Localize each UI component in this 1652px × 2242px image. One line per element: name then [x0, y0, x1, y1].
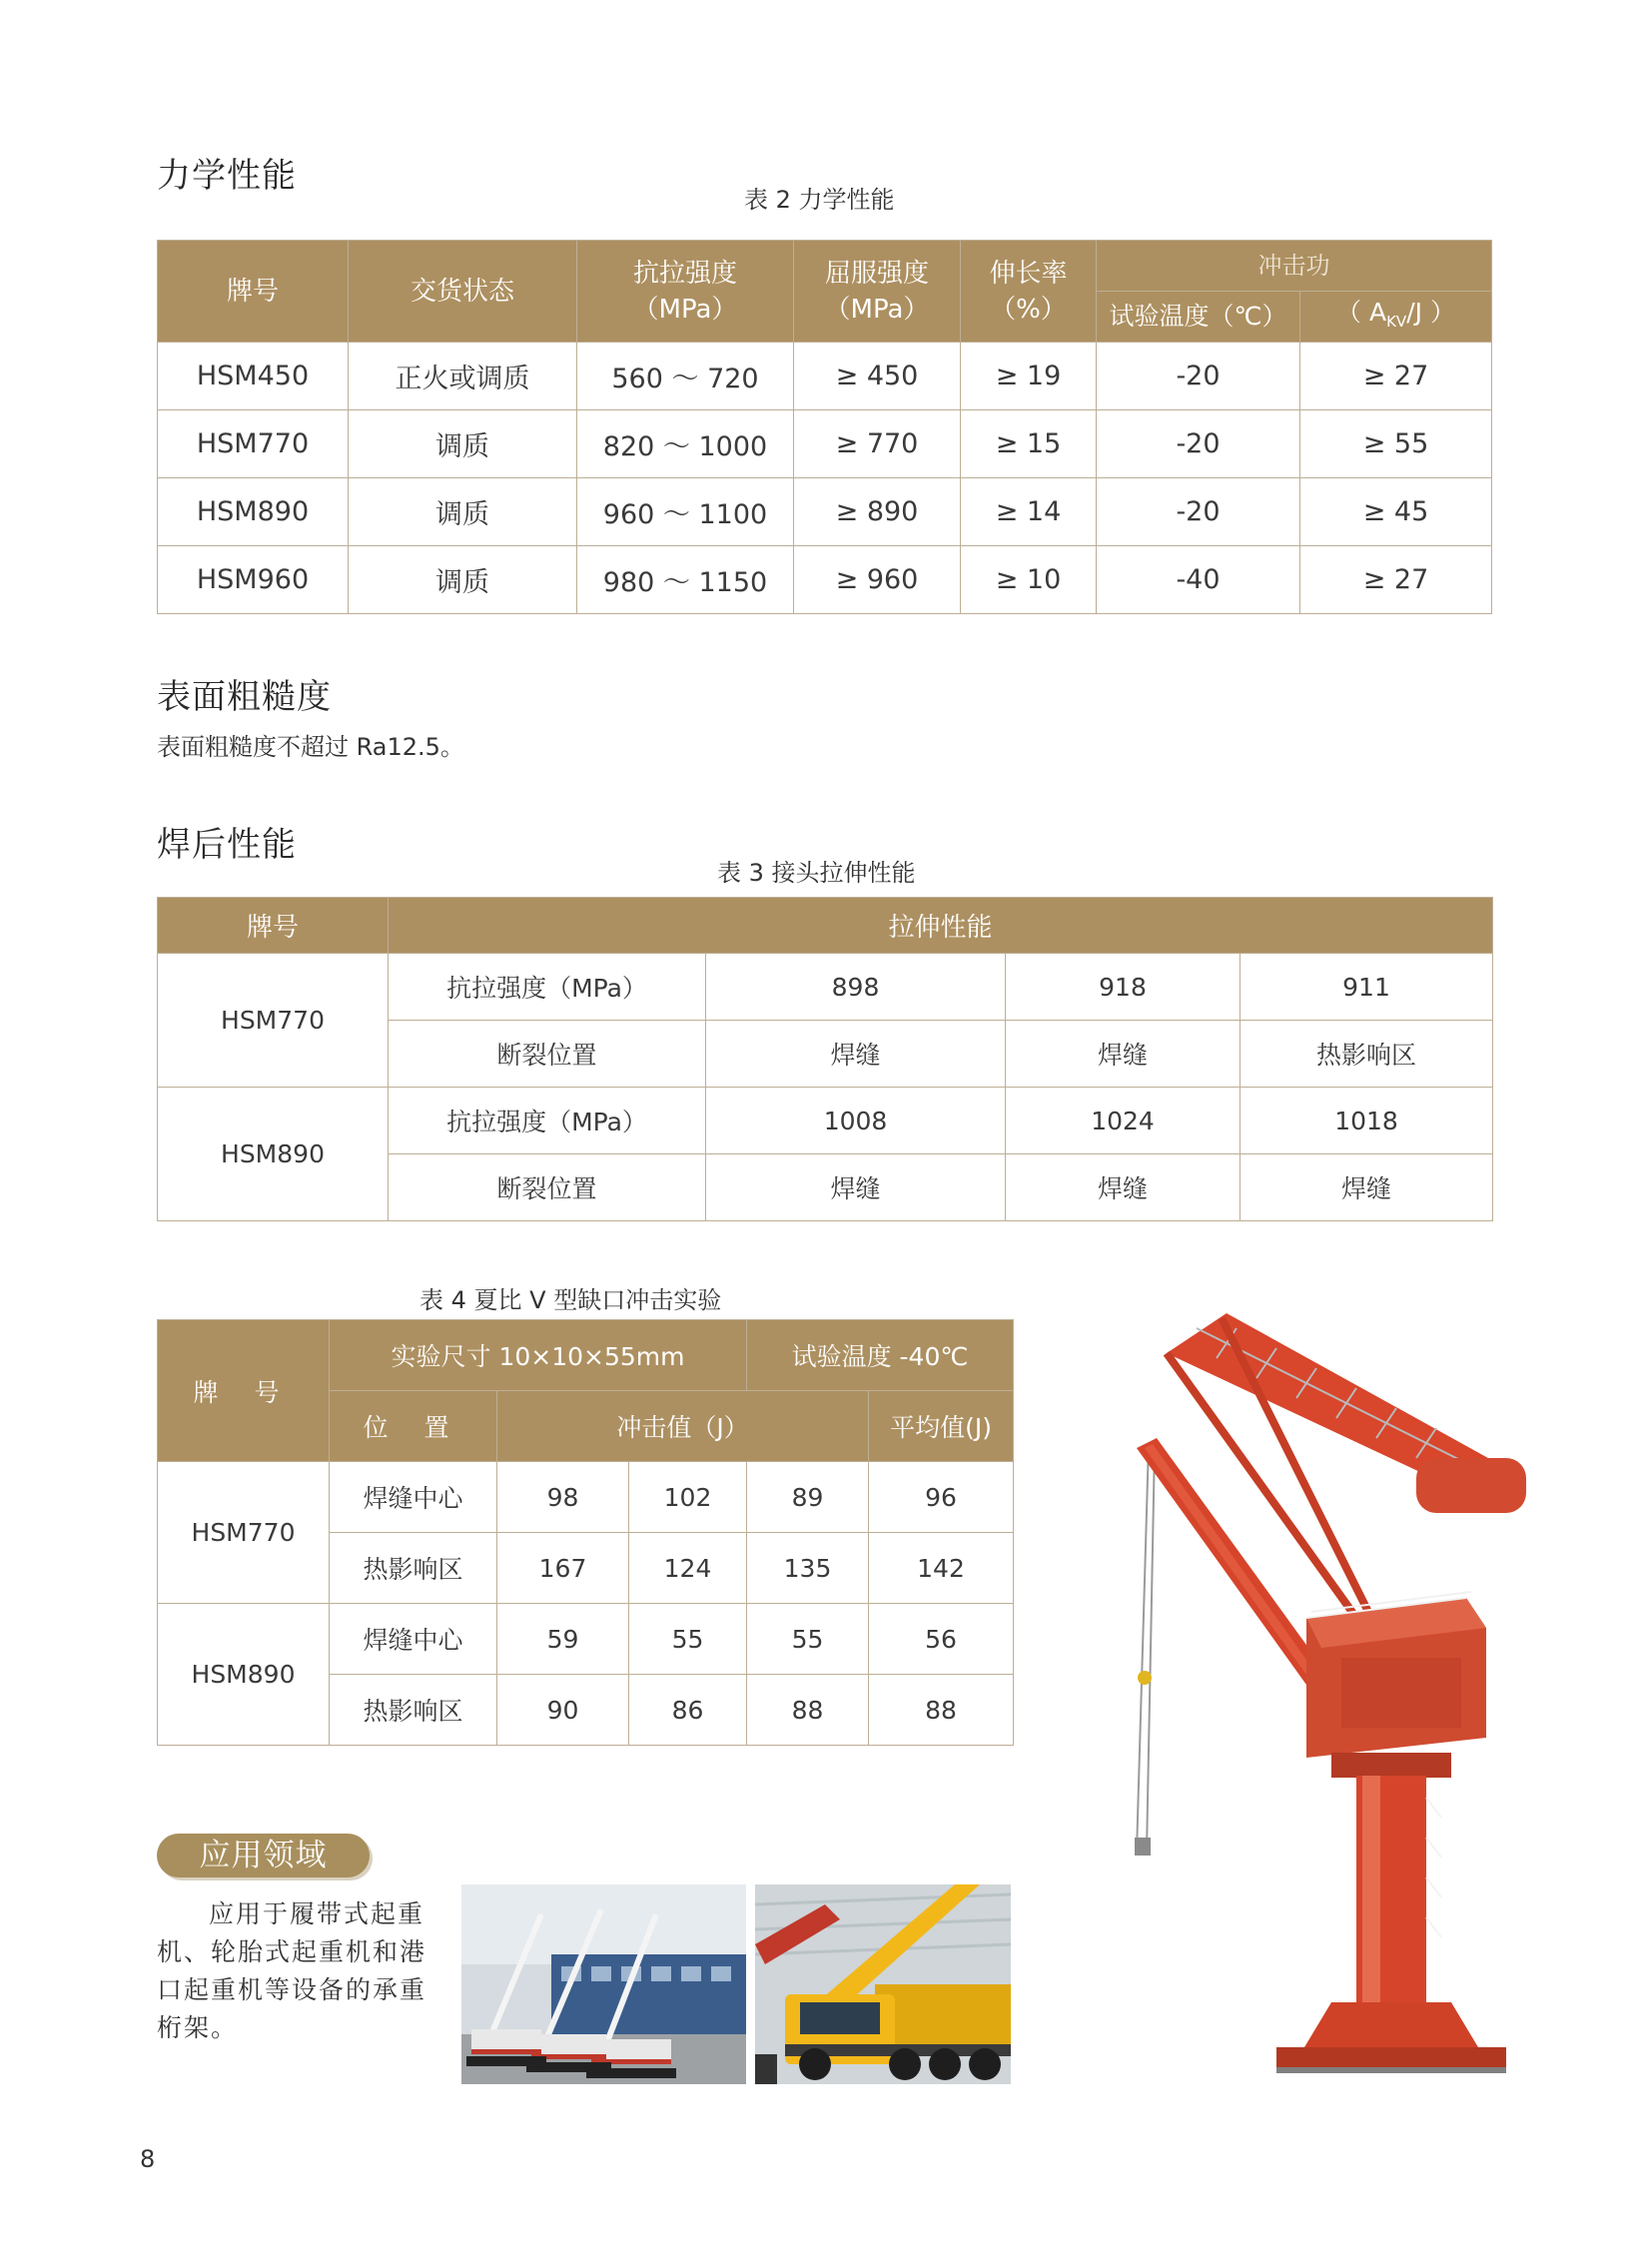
- th-test-temp: 试验温度（℃）: [1097, 292, 1300, 343]
- joint-tensile-table: [157, 897, 1493, 1221]
- application-heading-badge: 应用领域: [157, 1834, 370, 1877]
- section-heading-mechanical: 力学性能: [157, 156, 297, 196]
- table-row: 热影响区 167 124 135 142: [158, 1533, 1014, 1604]
- th-test-temp: 试验温度 -40℃: [747, 1320, 1014, 1391]
- table3-caption: 表 3 接头拉伸性能: [717, 859, 916, 887]
- table-row: HSM890 调质 960 ～ 1100 ≥ 890 ≥ 14 -20 ≥ 45: [158, 478, 1492, 546]
- port-crane-image: [1107, 1298, 1556, 2077]
- th-impact-value: 冲击值（J）: [497, 1391, 869, 1462]
- th-average: 平均值(J): [869, 1391, 1014, 1462]
- section-heading-weld: 焊后性能: [157, 825, 297, 865]
- table-row: HSM770 调质 820 ～ 1000 ≥ 770 ≥ 15 -20 ≥ 55: [158, 410, 1492, 478]
- charpy-impact-table: [157, 1319, 1014, 1746]
- table4-caption: 表 4 夏比 V 型缺口冲击实验: [419, 1286, 722, 1314]
- th-grade: 牌号: [158, 898, 389, 954]
- section-heading-roughness: 表面粗糙度: [157, 677, 332, 717]
- th-specimen-size: 实验尺寸 10×10×55mm: [330, 1320, 747, 1391]
- th-grade: 牌号: [158, 241, 349, 343]
- th-tensile-props: 拉伸性能: [389, 898, 1493, 954]
- th-yield: 屈服强度 （MPa）: [794, 241, 961, 343]
- th-impact: 冲击功: [1097, 241, 1492, 292]
- th-elongation: 伸长率 （%）: [961, 241, 1097, 343]
- table-row: 热影响区 90 86 88 88: [158, 1675, 1014, 1746]
- th-akv: （ $A_{KV}/J$ ）: [1300, 292, 1492, 343]
- th-position: 位 置: [330, 1391, 497, 1462]
- application-text: 应用于履带式起重机、轮胎式起重机和港口起重机等设备的承重桁架。: [157, 1899, 427, 2042]
- table-row: HSM890 抗拉强度（MPa） 1008 1024 1018: [158, 1088, 1493, 1154]
- th-delivery: 交货状态: [349, 241, 577, 343]
- table-row: HSM450 正火或调质 560 ～ 720 ≥ 450 ≥ 19 -20 ≥ 27: [158, 343, 1492, 410]
- table-row: HSM890 焊缝中心 59 55 55 56: [158, 1604, 1014, 1675]
- table2-caption: 表 2 力学性能: [744, 186, 895, 214]
- th-grade: 牌 号: [158, 1320, 330, 1462]
- crawler-crane-photo: [461, 1884, 746, 2084]
- page-number: 8: [140, 2145, 156, 2173]
- table-row: HSM960 调质 980 ～ 1150 ≥ 960 ≥ 10 -40 ≥ 27: [158, 546, 1492, 614]
- table-row: HSM770 抗拉强度（MPa） 898 918 911: [158, 954, 1493, 1021]
- table-row: HSM770 焊缝中心 98 102 89 96: [158, 1462, 1014, 1533]
- table-row: 断裂位置 焊缝 焊缝 热影响区: [158, 1021, 1493, 1088]
- th-tensile: 抗拉强度 （MPa）: [577, 241, 794, 343]
- table-row: 断裂位置 焊缝 焊缝 焊缝: [158, 1154, 1493, 1221]
- roughness-text: 表面粗糙度不超过 Ra12.5。: [157, 733, 464, 761]
- truck-crane-photo: [755, 1884, 1011, 2084]
- mechanical-properties-table: [157, 240, 1492, 614]
